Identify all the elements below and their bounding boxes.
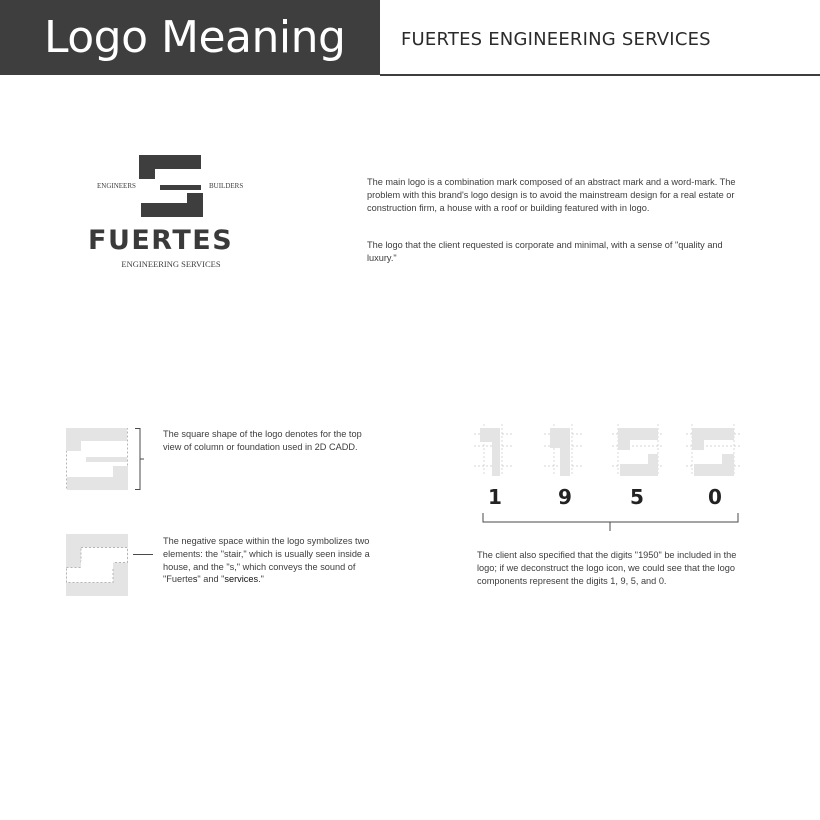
intro-paragraph-2: The logo that the client requested is corporate and minimal, with a sense of "quality and luxury." — [367, 240, 723, 263]
digit-5: 5 — [630, 485, 644, 509]
digit-0: 0 — [708, 485, 722, 509]
logo-tag-builders: BUILDERS — [209, 182, 244, 190]
negative-text-end: ." — [258, 574, 264, 585]
negative-space-diagram — [66, 534, 128, 596]
negative-text-start: The negative space within the logo symbolizes two elements: the "stair," which is usually seen inside a house, and the "s," which conveys the sound of "Fuerte — [163, 536, 370, 585]
logo-mark-icon — [139, 155, 203, 217]
square-shape-diagram — [66, 428, 128, 490]
page-title: Logo Meaning — [44, 12, 346, 63]
logo-wordmark: FUERTES — [88, 225, 234, 256]
connector-line — [133, 554, 153, 555]
digit-9: 9 — [558, 485, 572, 509]
logo-subtitle: ENGINEERING SERVICES — [121, 259, 221, 269]
negative-space-text — [163, 535, 373, 586]
negative-text-emph-s: s — [192, 574, 198, 585]
intro-paragraph-1: The main logo is a combination mark composed of an abstract mark and a word-mark. The problem with this brand's logo design is to avoid the mainstream design for a real estate or construction firm, a house with a roof or building featured with in logo. — [367, 177, 736, 213]
main-logo — [85, 150, 260, 275]
digit-1: 1 — [488, 485, 502, 509]
bracket-icon — [134, 428, 144, 490]
company-name: FUERTES ENGINEERING SERVICES — [401, 29, 711, 50]
square-shape-text: The square shape of the logo denotes for the top view of column or foundation used in 2D CADD. — [163, 429, 362, 452]
header-divider — [380, 74, 820, 76]
negative-text-emph-services: services — [224, 574, 259, 585]
logo-tag-engineers: ENGINEERS — [97, 182, 136, 190]
digits-text: The client also specified that the digits "1950" be included in the logo; if we deconstruct the logo icon, we could see that the logo components represent the digits 1, 9, 5, and 0. — [477, 550, 737, 586]
digits-1950-diagram — [470, 420, 750, 535]
negative-text-mid: " and " — [197, 574, 225, 585]
